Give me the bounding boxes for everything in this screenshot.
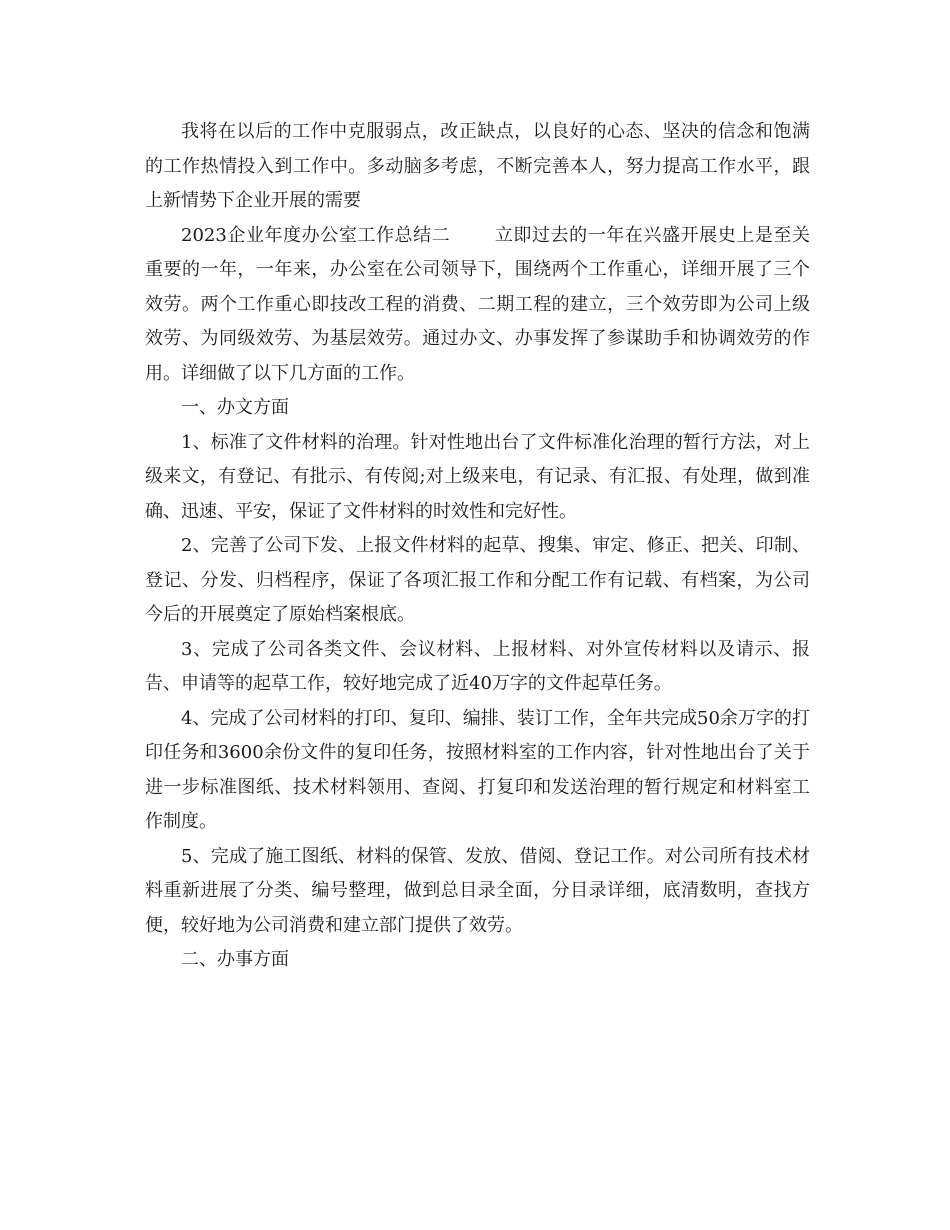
paragraph-summary-intro bbox=[145, 219, 810, 392]
summary-title: 2023企业年度办公室工作总结二 bbox=[181, 224, 451, 246]
paragraph-item-1: 1、标准了文件材料的治理。针对性地出台了文件标准化治理的暂行方法，对上级来文，有登记、有批示、有传阅;对上级来电，有记录、有汇报、有处理，做到准确、迅速、平安，保证了文件材料的时效性和完好性。 bbox=[145, 431, 810, 522]
section-heading-documents: 一、办文方面 bbox=[181, 397, 289, 418]
section-heading-affairs: 二、办事方面 bbox=[181, 949, 289, 970]
summary-intro-text: 立即过去的一年在兴盛开展史上是至关重要的一年，一年来，办公室在公司领导下，围绕两个工作重心，详细开展了三个效劳。两个工作重心即技改工程的消费、二期工程的建立，三个效劳即为公司上级效劳、为同级效劳、为基层效劳。通过办文、办事发挥了参谋助手和协调效劳的作用。详细做了以下几方面的工作。 bbox=[145, 224, 811, 384]
paragraph-item-2: 2、完善了公司下发、上报文件材料的起草、搜集、审定、修正、把关、印制、登记、分发、归档程序，保证了各项汇报工作和分配工作有记载、有档案，为公司今后的开展奠定了原始档案根底。 bbox=[145, 535, 810, 625]
paragraph-commitment: 我将在以后的工作中克服弱点，改正缺点，以良好的心态、坚决的信念和饱满的工作热情投入到工作中。多动脑多考虑，不断完善本人，努力提高工作水平，跟上新情势下企业开展的需要 bbox=[145, 121, 810, 211]
document-body bbox=[145, 115, 810, 978]
paragraph-item-3: 3、完成了公司各类文件、会议材料、上报材料、对外宣传材料以及请示、报告、申请等的起草工作，较好地完成了近40万字的文件起草任务。 bbox=[145, 638, 810, 694]
paragraph-item-5: 5、完成了施工图纸、材料的保管、发放、借阅、登记工作。对公司所有技术材料重新进展了分类、编号整理，做到总目录全面，分目录详细，底清数明，查找方便，较好地为公司消费和建立部门提供了效劳。 bbox=[145, 845, 810, 936]
paragraph-item-4: 4、完成了公司材料的打印、复印、编排、装订工作，全年共完成50余万字的打印任务和3600余份文件的复印任务，按照材料室的工作内容，针对性地出台了关于进一步标准图纸、技术材料领用、查阅、打复印和发送治理的暂行规定和材料室工作制度。 bbox=[145, 707, 810, 832]
